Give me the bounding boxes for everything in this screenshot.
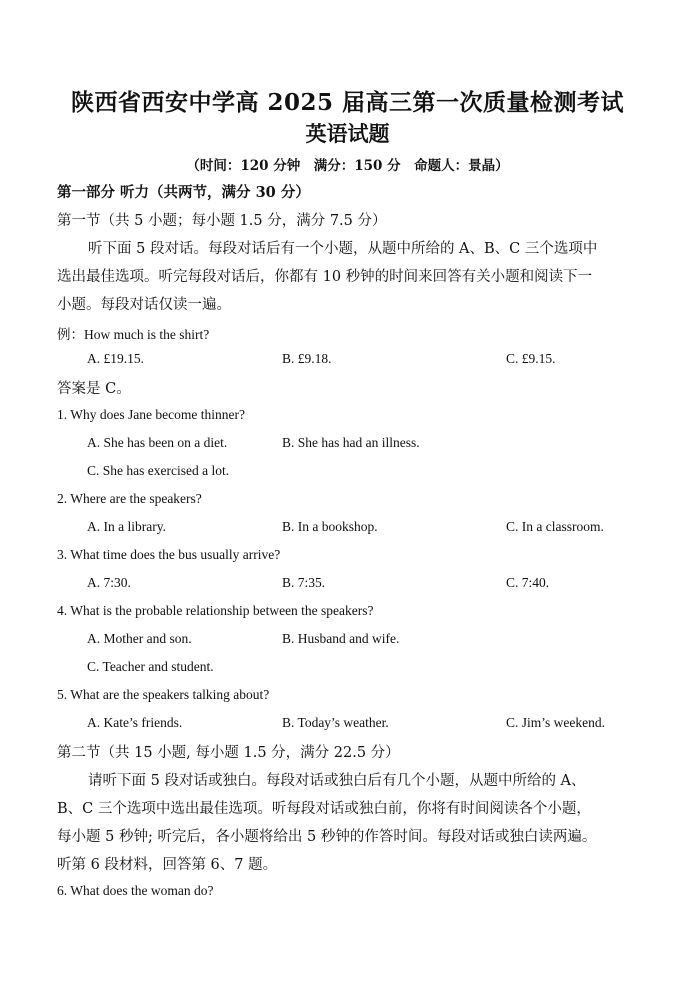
- part1-heading: 第一部分 听力（共两节，满分 30 分）: [57, 184, 310, 201]
- example-answer: 答案是 C。: [57, 381, 131, 397]
- q1-option-b: B. She has had an illness.: [282, 435, 420, 450]
- q5-option-c: C. Jim’s weekend.: [506, 715, 605, 730]
- section1-instruction-line: 选出最佳选项。听完每段对话后，你都有 10 秒钟的时间来回答有关小题和阅读下一: [57, 269, 593, 285]
- q4-option-a: A. Mother and son.: [87, 631, 192, 646]
- question-5: 5. What are the speakers talking about?: [57, 687, 270, 702]
- question-4: 4. What is the probable relationship between the speakers?: [57, 603, 374, 618]
- exam-meta: （时间：120 分钟 满分：150 分 命题人：景晶）: [186, 158, 509, 174]
- example-option-b: B. £9.18.: [282, 351, 332, 366]
- q2-option-c: C. In a classroom.: [506, 519, 604, 534]
- section2-instruction-line: B、C 三个选项中选出最佳选项。听每段对话或独白前，你将有时间阅读各个小题，: [57, 801, 591, 817]
- section1-heading: 第一节（共 5 小题；每小题 1.5 分，满分 7.5 分）: [57, 213, 387, 229]
- q3-option-c: C. 7:40.: [506, 575, 550, 590]
- question-6: 6. What does the woman do?: [57, 883, 214, 898]
- q5-option-a: A. Kate’s friends.: [87, 715, 183, 730]
- q2-option-a: A. In a library.: [87, 519, 166, 534]
- q2-option-b: B. In a bookshop.: [282, 519, 378, 534]
- q3-option-b: B. 7:35.: [282, 575, 326, 590]
- section2-instruction-line: 听第 6 段材料，回答第 6、7 题。: [57, 857, 278, 873]
- section1-instruction-line: 小题。每段对话仅读一遍。: [57, 297, 231, 313]
- exam-title: 陕西省西安中学高 2025 届高三第一次质量检测考试: [70, 89, 625, 116]
- q4-option-b: B. Husband and wife.: [282, 631, 400, 646]
- q1-option-c: C. She has exercised a lot.: [87, 463, 230, 478]
- question-1: 1. Why does Jane become thinner?: [57, 407, 245, 422]
- question-2: 2. Where are the speakers?: [57, 491, 202, 506]
- example-question: 例：How much is the shirt?: [57, 327, 210, 342]
- question-3: 3. What time does the bus usually arrive?: [57, 547, 281, 562]
- section2-instruction-line: 每小题 5 秒钟; 听完后，各小题将给出 5 秒钟的作答时间。每段对话或独白读两遍。: [57, 829, 597, 845]
- section1-instruction-line: 听下面 5 段对话。每段对话后有一个小题，从题中所给的 A、B、C 三个选项中: [88, 241, 598, 257]
- section2-heading: 第二节（共 15 小题, 每小题 1.5 分，满分 22.5 分）: [57, 745, 400, 761]
- q5-option-b: B. Today’s weather.: [282, 715, 389, 730]
- example-option-a: A. £19.15.: [87, 351, 144, 366]
- q4-option-c: C. Teacher and student.: [87, 659, 214, 674]
- q3-option-a: A. 7:30.: [87, 575, 131, 590]
- example-option-c: C. £9.15.: [506, 351, 556, 366]
- q1-option-a: A. She has been on a diet.: [87, 435, 228, 450]
- section2-instruction-line: 请听下面 5 段对话或独白。每段对话或独白后有几个小题，从题中所给的 A、: [88, 773, 586, 789]
- exam-subtitle: 英语试题: [305, 121, 390, 146]
